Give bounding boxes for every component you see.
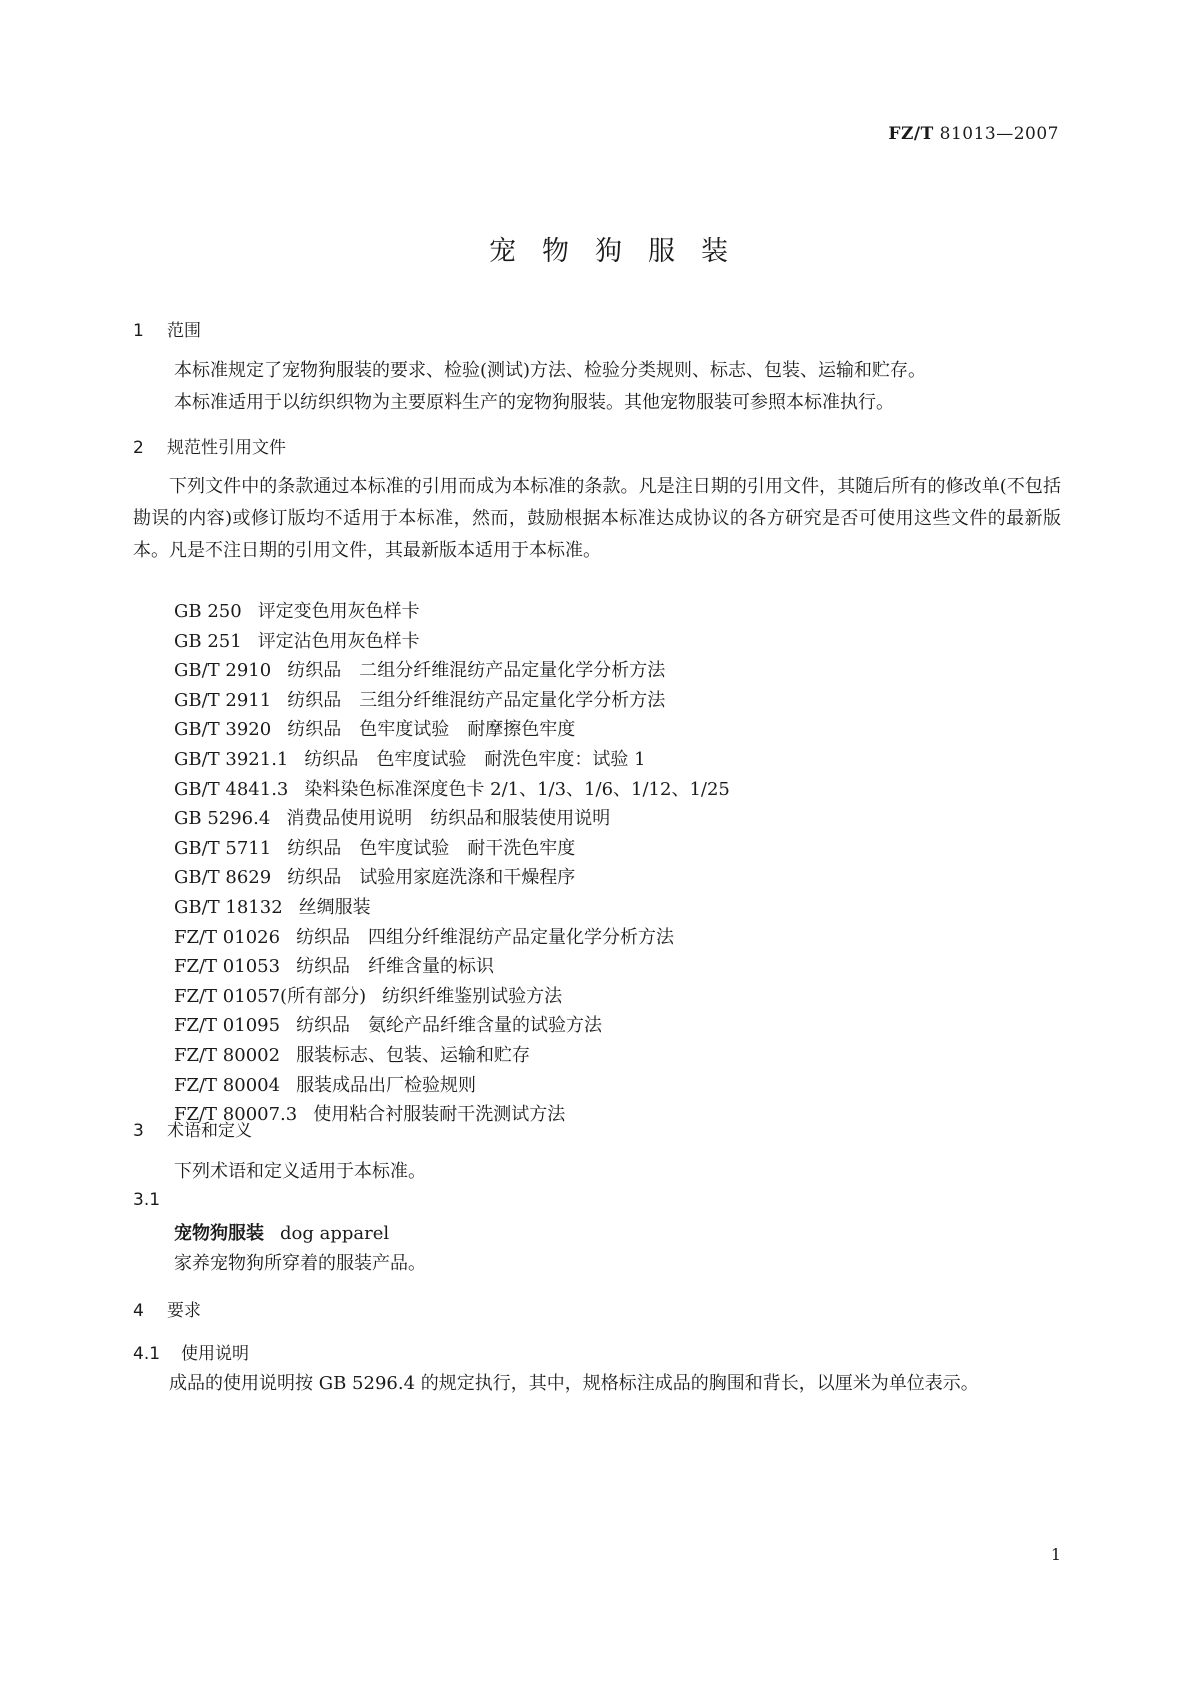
- reference-title: 消费品使用说明 纺织品和服装使用说明: [286, 808, 611, 830]
- reference-item: [174, 745, 646, 771]
- reference-title: 评定变色用灰色样卡: [257, 601, 420, 622]
- section-number: 3: [133, 1121, 144, 1141]
- reference-code: GB 5296.4: [174, 808, 271, 830]
- section-title: 要求: [167, 1301, 201, 1321]
- code-prefix: FZ/T: [888, 124, 934, 144]
- section-number: 2: [133, 438, 144, 458]
- section-number: 1: [133, 321, 144, 341]
- reference-item: [174, 715, 575, 741]
- reference-item: [174, 1071, 476, 1097]
- reference-title: 纺织品 二组分纤维混纺产品定量化学分析方法: [287, 660, 666, 682]
- reference-code: FZ/T 01026: [174, 926, 281, 948]
- reference-title: 纺织品 色牢度试验 耐洗色牢度：试验 1: [304, 749, 646, 770]
- reference-title: 纺织品 纤维含量的标识: [296, 956, 495, 978]
- section-title: 范围: [167, 321, 201, 341]
- scope-paragraph-2: 本标准适用于以纺织织物为主要原料生产的宠物狗服装。其他宠物服装可参照本标准执行。: [174, 392, 894, 413]
- section-1-heading: [133, 316, 201, 341]
- reference-item: [174, 627, 420, 653]
- reference-item: [174, 863, 575, 889]
- term-english: dog apparel: [280, 1223, 390, 1244]
- reference-item: [174, 775, 730, 801]
- section-title: 术语和定义: [167, 1121, 252, 1141]
- reference-code: GB/T 4841.3: [174, 778, 289, 800]
- reference-item: [174, 686, 665, 712]
- reference-code: GB/T 3921.1: [174, 749, 289, 770]
- reference-title: 评定沾色用灰色样卡: [257, 630, 420, 652]
- subsection-4-1-heading: [133, 1339, 249, 1364]
- reference-code: FZ/T 80004: [174, 1074, 281, 1096]
- reference-code: GB/T 2911: [174, 689, 272, 711]
- reference-item: [174, 656, 665, 682]
- reference-title: 染料染色标准深度色卡 2/1、1/3、1/6、1/12、1/25: [304, 778, 730, 800]
- usage-instructions-paragraph: 成品的使用说明按 GB 5296.4 的规定执行，其中，规格标注成品的胸围和背长，以厘米为单位表示。: [169, 1373, 979, 1394]
- section-title: 规范性引用文件: [167, 438, 286, 458]
- reference-code: GB 250: [174, 601, 242, 622]
- reference-title: 纺织品 氨纶产品纤维含量的试验方法: [296, 1015, 603, 1037]
- reference-code: FZ/T 80007.3: [174, 1104, 298, 1126]
- code-number: 81013—2007: [933, 124, 1059, 144]
- section-number: 4: [133, 1301, 144, 1321]
- term-definition: 家养宠物狗所穿着的服装产品。: [174, 1253, 426, 1274]
- section-2-heading: [133, 433, 286, 458]
- reference-title: 纺织品 试验用家庭洗涤和干燥程序: [287, 867, 576, 889]
- reference-code: GB/T 18132: [174, 897, 283, 918]
- term-entry: [174, 1219, 389, 1245]
- reference-code: FZ/T 01057(所有部分): [174, 985, 367, 1007]
- reference-item: [174, 893, 371, 919]
- terms-intro: 下列术语和定义适用于本标准。: [174, 1161, 426, 1182]
- subsection-number: 4.1: [133, 1344, 161, 1364]
- reference-code: GB 251: [174, 630, 242, 652]
- section-4-heading: [133, 1296, 201, 1321]
- reference-title: 纺织品 三组分纤维混纺产品定量化学分析方法: [287, 689, 666, 711]
- page-number: 1: [1050, 1545, 1061, 1564]
- reference-code: FZ/T 80002: [174, 1045, 281, 1066]
- reference-title: 纺织品 色牢度试验 耐干洗色牢度: [287, 837, 576, 859]
- reference-item: [174, 804, 610, 830]
- reference-code: GB/T 2910: [174, 660, 272, 682]
- reference-title: 服装标志、包装、运输和贮存: [296, 1045, 531, 1066]
- reference-code: FZ/T 01095: [174, 1015, 281, 1037]
- references-intro: 下列文件中的条款通过本标准的引用而成为本标准的条款。凡是注日期的引用文件，其随后所有的修改单(不包括勘误的内容)或修订版均不适用于本标准，然而，鼓励根据本标准达成协议的各方研究是否可使用这些文件的最新版本。凡是不注日期的引用文件，其最新版本适用于本标准。: [133, 476, 1061, 561]
- subsection-number: 3.1: [133, 1190, 161, 1210]
- subsection-title: 使用说明: [181, 1344, 249, 1364]
- reference-code: GB/T 3920: [174, 719, 272, 741]
- document-code: [888, 124, 1059, 144]
- reference-item: [174, 923, 674, 949]
- page-title: 宠物狗服装: [489, 236, 754, 267]
- reference-title: 纺织品 四组分纤维混纺产品定量化学分析方法: [296, 926, 675, 948]
- reference-item: [174, 982, 562, 1008]
- term-chinese: 宠物狗服装: [174, 1223, 264, 1244]
- reference-item: [174, 1011, 602, 1037]
- reference-item: [174, 952, 494, 978]
- reference-title: 丝绸服装: [298, 897, 371, 918]
- reference-item: [174, 597, 420, 623]
- reference-title: 纺织品 色牢度试验 耐摩擦色牢度: [287, 719, 576, 741]
- reference-item: [174, 834, 575, 860]
- reference-title: 服装成品出厂检验规则: [296, 1074, 477, 1096]
- reference-code: GB/T 5711: [174, 837, 272, 859]
- reference-code: FZ/T 01053: [174, 956, 281, 978]
- scope-paragraph-1: 本标准规定了宠物狗服装的要求、检验(测试)方法、检验分类规则、标志、包装、运输和贮存。: [174, 360, 927, 381]
- reference-title: 纺织纤维鉴别试验方法: [382, 985, 563, 1007]
- reference-title: 使用粘合衬服装耐干洗测试方法: [313, 1104, 566, 1126]
- reference-code: GB/T 8629: [174, 867, 272, 889]
- reference-item: [174, 1041, 530, 1067]
- section-3-heading: [133, 1116, 252, 1141]
